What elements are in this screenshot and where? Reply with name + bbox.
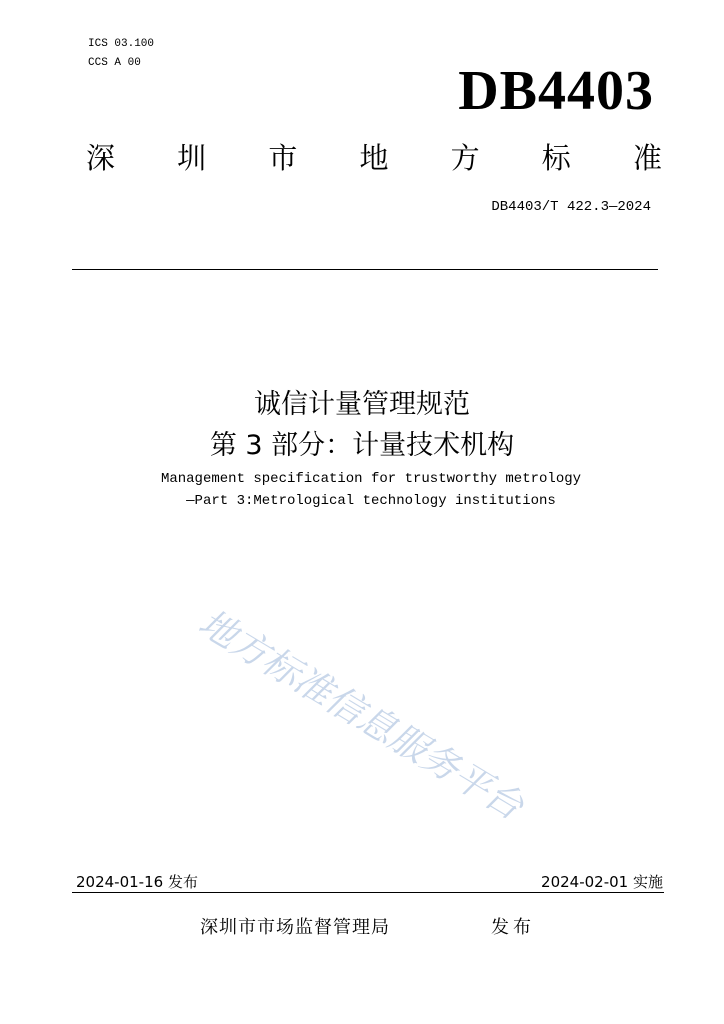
standard-type: [86, 140, 662, 176]
standard-type-char: 地: [359, 141, 389, 175]
watermark: [188, 600, 608, 840]
standard-type-char: 标: [541, 141, 571, 175]
title-english-line-2: —Part 3:Metrological technology institutions: [186, 493, 556, 509]
issue-label: 发布: [491, 917, 535, 938]
bottom-divider: [72, 892, 664, 893]
ccs-code: CCS A 00: [88, 57, 141, 69]
title-chinese-line-2: 第 3 部分：计量技术机构: [209, 430, 515, 461]
issuing-authority: 深圳市市场监督管理局: [200, 917, 390, 938]
standard-number: DB4403/T 422.3—2024: [491, 199, 651, 215]
standard-type-char: 准: [632, 141, 662, 175]
ics-code: ICS 03.100: [88, 38, 155, 50]
standard-type-char: 方: [450, 141, 480, 175]
standard-code: DB4403: [458, 60, 654, 122]
title-english-line-1: Management specification for trustworthy metrology: [160, 471, 582, 487]
standard-type-char: 市: [268, 141, 298, 175]
top-divider: [72, 269, 658, 270]
title-chinese-line-1: 诚信计量管理规范: [254, 389, 470, 420]
issue-date: 2024-01-16 发布: [76, 873, 198, 891]
standard-type-char: 深: [86, 141, 116, 175]
implementation-date: 2024-02-01 实施: [541, 873, 663, 891]
standard-type-char: 圳: [177, 141, 207, 175]
watermark-text: 地方标准信息服务平台: [191, 600, 531, 829]
